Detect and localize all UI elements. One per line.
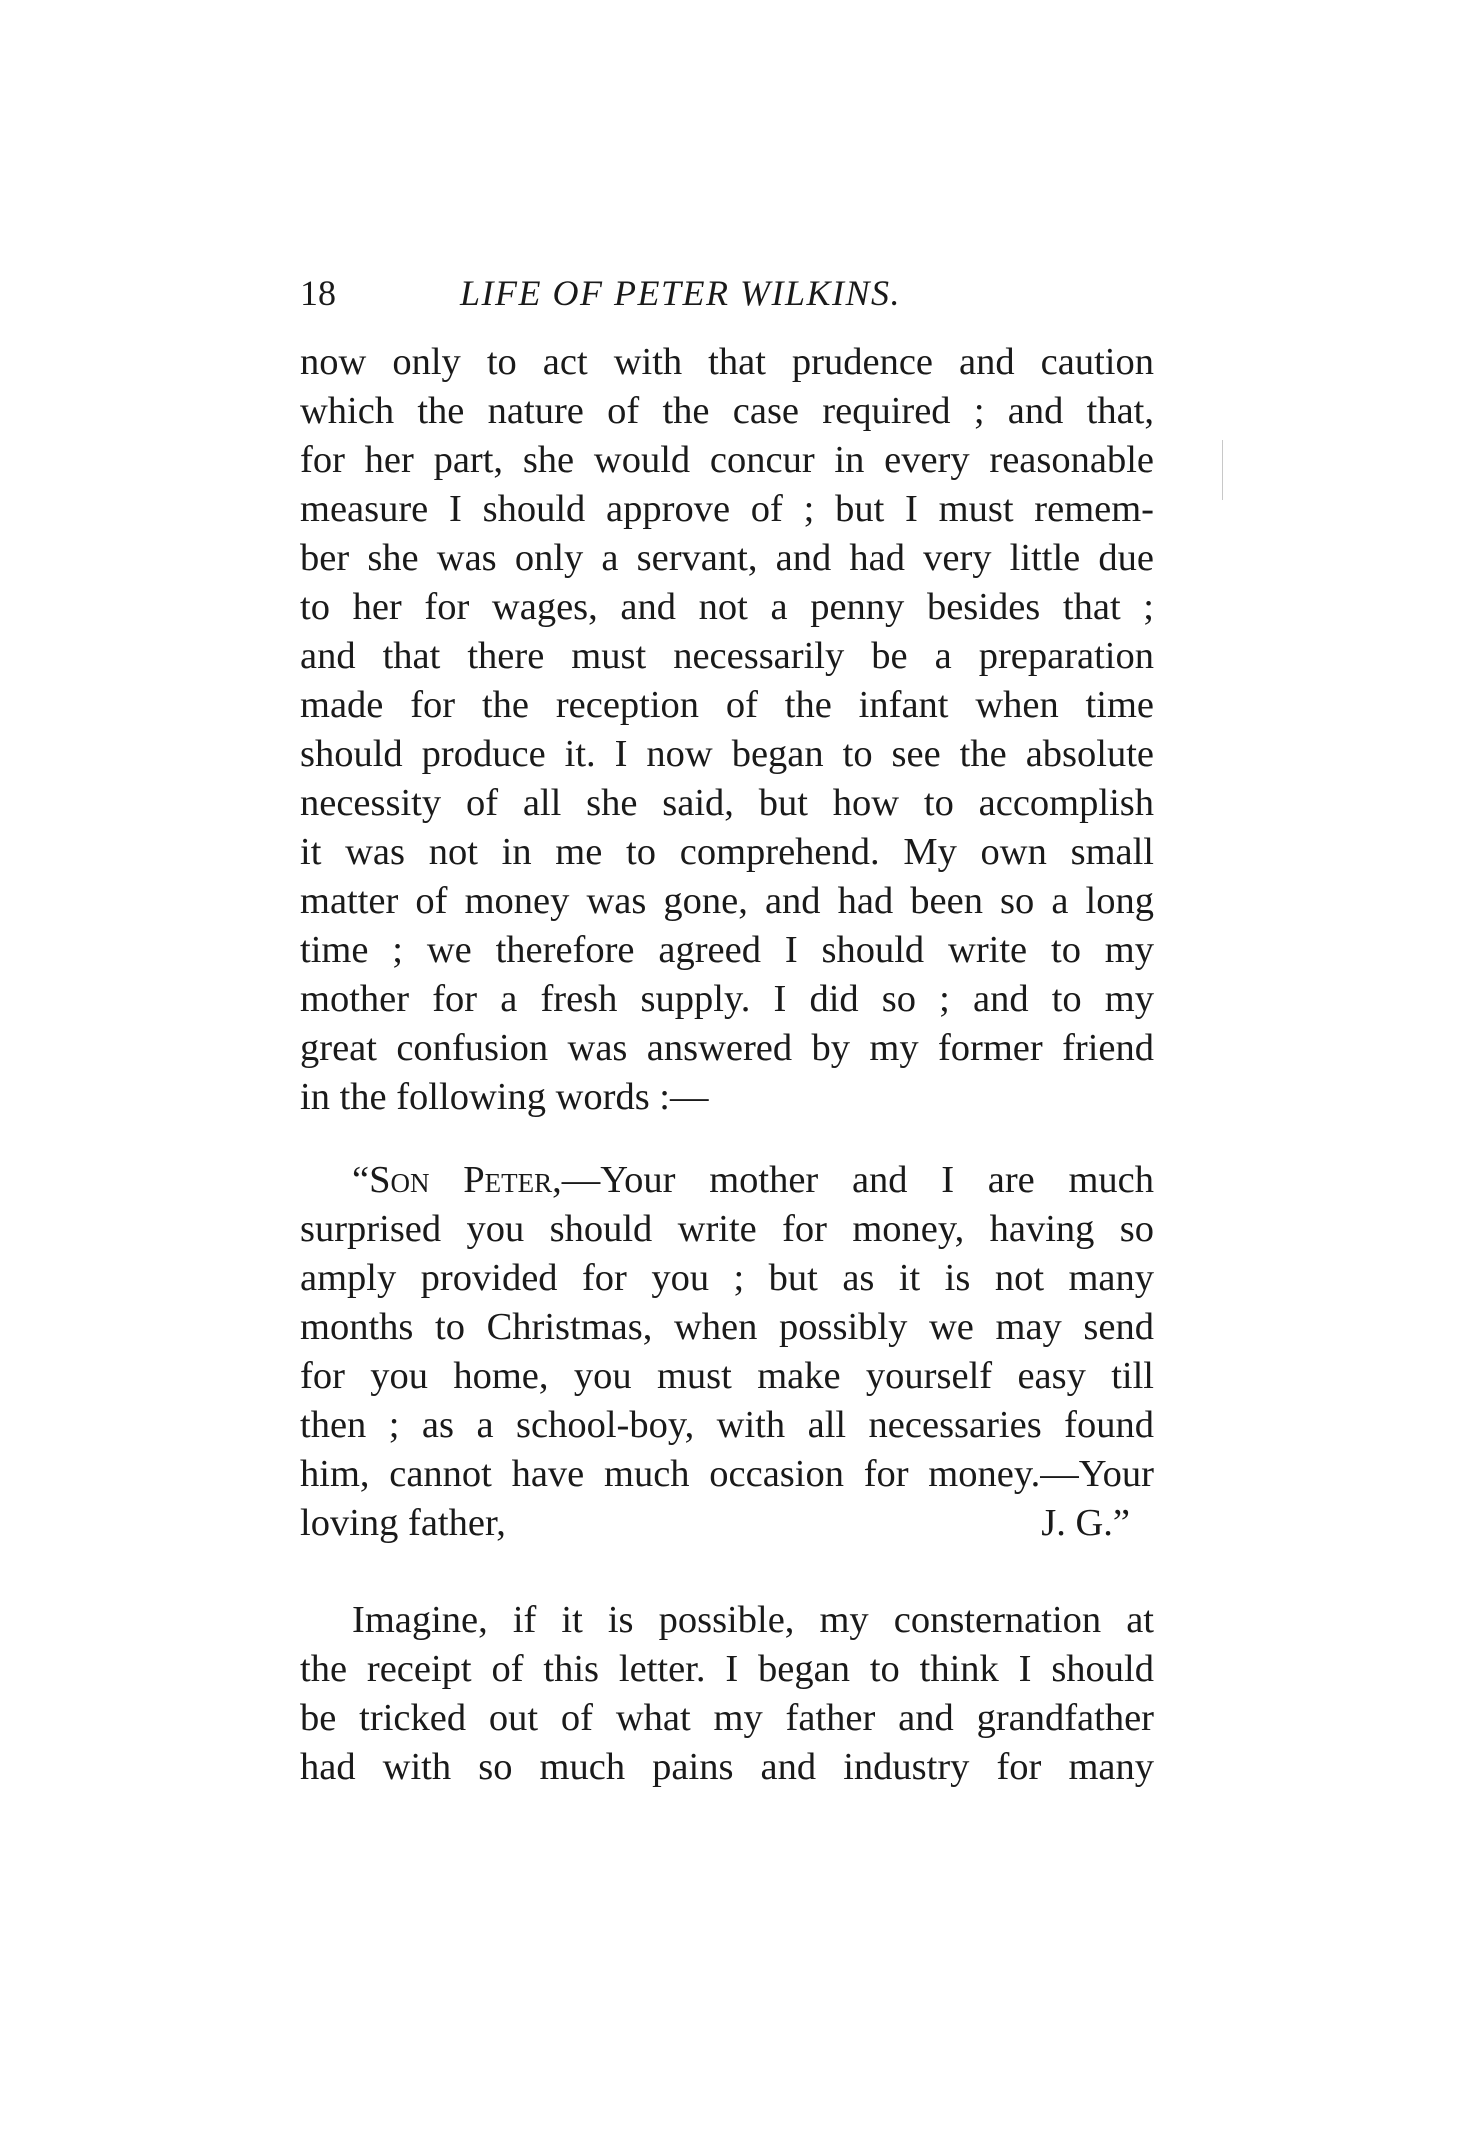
text-line: be tricked out of what my father and grandfather (300, 1697, 1154, 1739)
running-title: LIFE OF PETER WILKINS. (460, 273, 901, 313)
letter-opening-text: —Your mother and I are much (561, 1159, 1155, 1201)
text-line: had with so much pains and industry for many (300, 1746, 1154, 1788)
page-number: 18 (300, 273, 336, 313)
text-line: now only to act with that prudence and caution (300, 341, 1154, 383)
text-line: then ; as a school-boy, with all necessaries found (300, 1404, 1154, 1446)
text-line: for you home, you must make yourself easy till (300, 1355, 1154, 1397)
letter-closing (300, 1499, 1154, 1548)
text-line: time ; we therefore agreed I should write to my (300, 929, 1154, 971)
text-line: matter of money was gone, and had been so a long (300, 880, 1154, 922)
text-line: which the nature of the case required ; and that, (300, 390, 1154, 432)
text-line: it was not in me to comprehend. My own small (300, 831, 1154, 873)
paragraph-2 (300, 1596, 1154, 1792)
margin-mark (1222, 440, 1223, 500)
text-line: should produce it. I now began to see the absolute (300, 733, 1154, 775)
text-line: Imagine, if it is possible, my consternation at (352, 1599, 1154, 1641)
text-line: to her for wages, and not a penny besides that ; (300, 586, 1154, 628)
letter-salutation: “Son Peter, (352, 1159, 562, 1201)
text-line: surprised you should write for money, having so (300, 1208, 1154, 1250)
paragraph-1 (300, 338, 1154, 1122)
text-line: and that there must necessarily be a preparation (300, 635, 1154, 677)
text-line: made for the reception of the infant when time (300, 684, 1154, 726)
letter-signature: J. G.” (1041, 1502, 1130, 1544)
letter-opening-line (300, 1156, 1154, 1205)
text-line: ber she was only a servant, and had very little due (300, 537, 1154, 579)
text-line: necessity of all she said, but how to accomplish (300, 782, 1154, 824)
letter-quote (300, 1156, 1154, 1548)
text-line: amply provided for you ; but as it is not many (300, 1257, 1154, 1299)
page-header (300, 268, 1160, 318)
text-line: him, cannot have much occasion for money.—Your (300, 1453, 1154, 1495)
text-line: measure I should approve of ; but I must remem- (300, 488, 1154, 530)
text-line: the receipt of this letter. I began to think I should (300, 1648, 1154, 1690)
text-line: months to Christmas, when possibly we may send (300, 1306, 1154, 1348)
text-line: mother for a fresh supply. I did so ; and to my (300, 978, 1154, 1020)
text-line: for her part, she would concur in every reasonable (300, 439, 1154, 481)
letter-closing-text: loving father, (300, 1502, 506, 1544)
text-line: in the following words :— (300, 1076, 709, 1118)
text-line: great confusion was answered by my former friend (300, 1027, 1154, 1069)
